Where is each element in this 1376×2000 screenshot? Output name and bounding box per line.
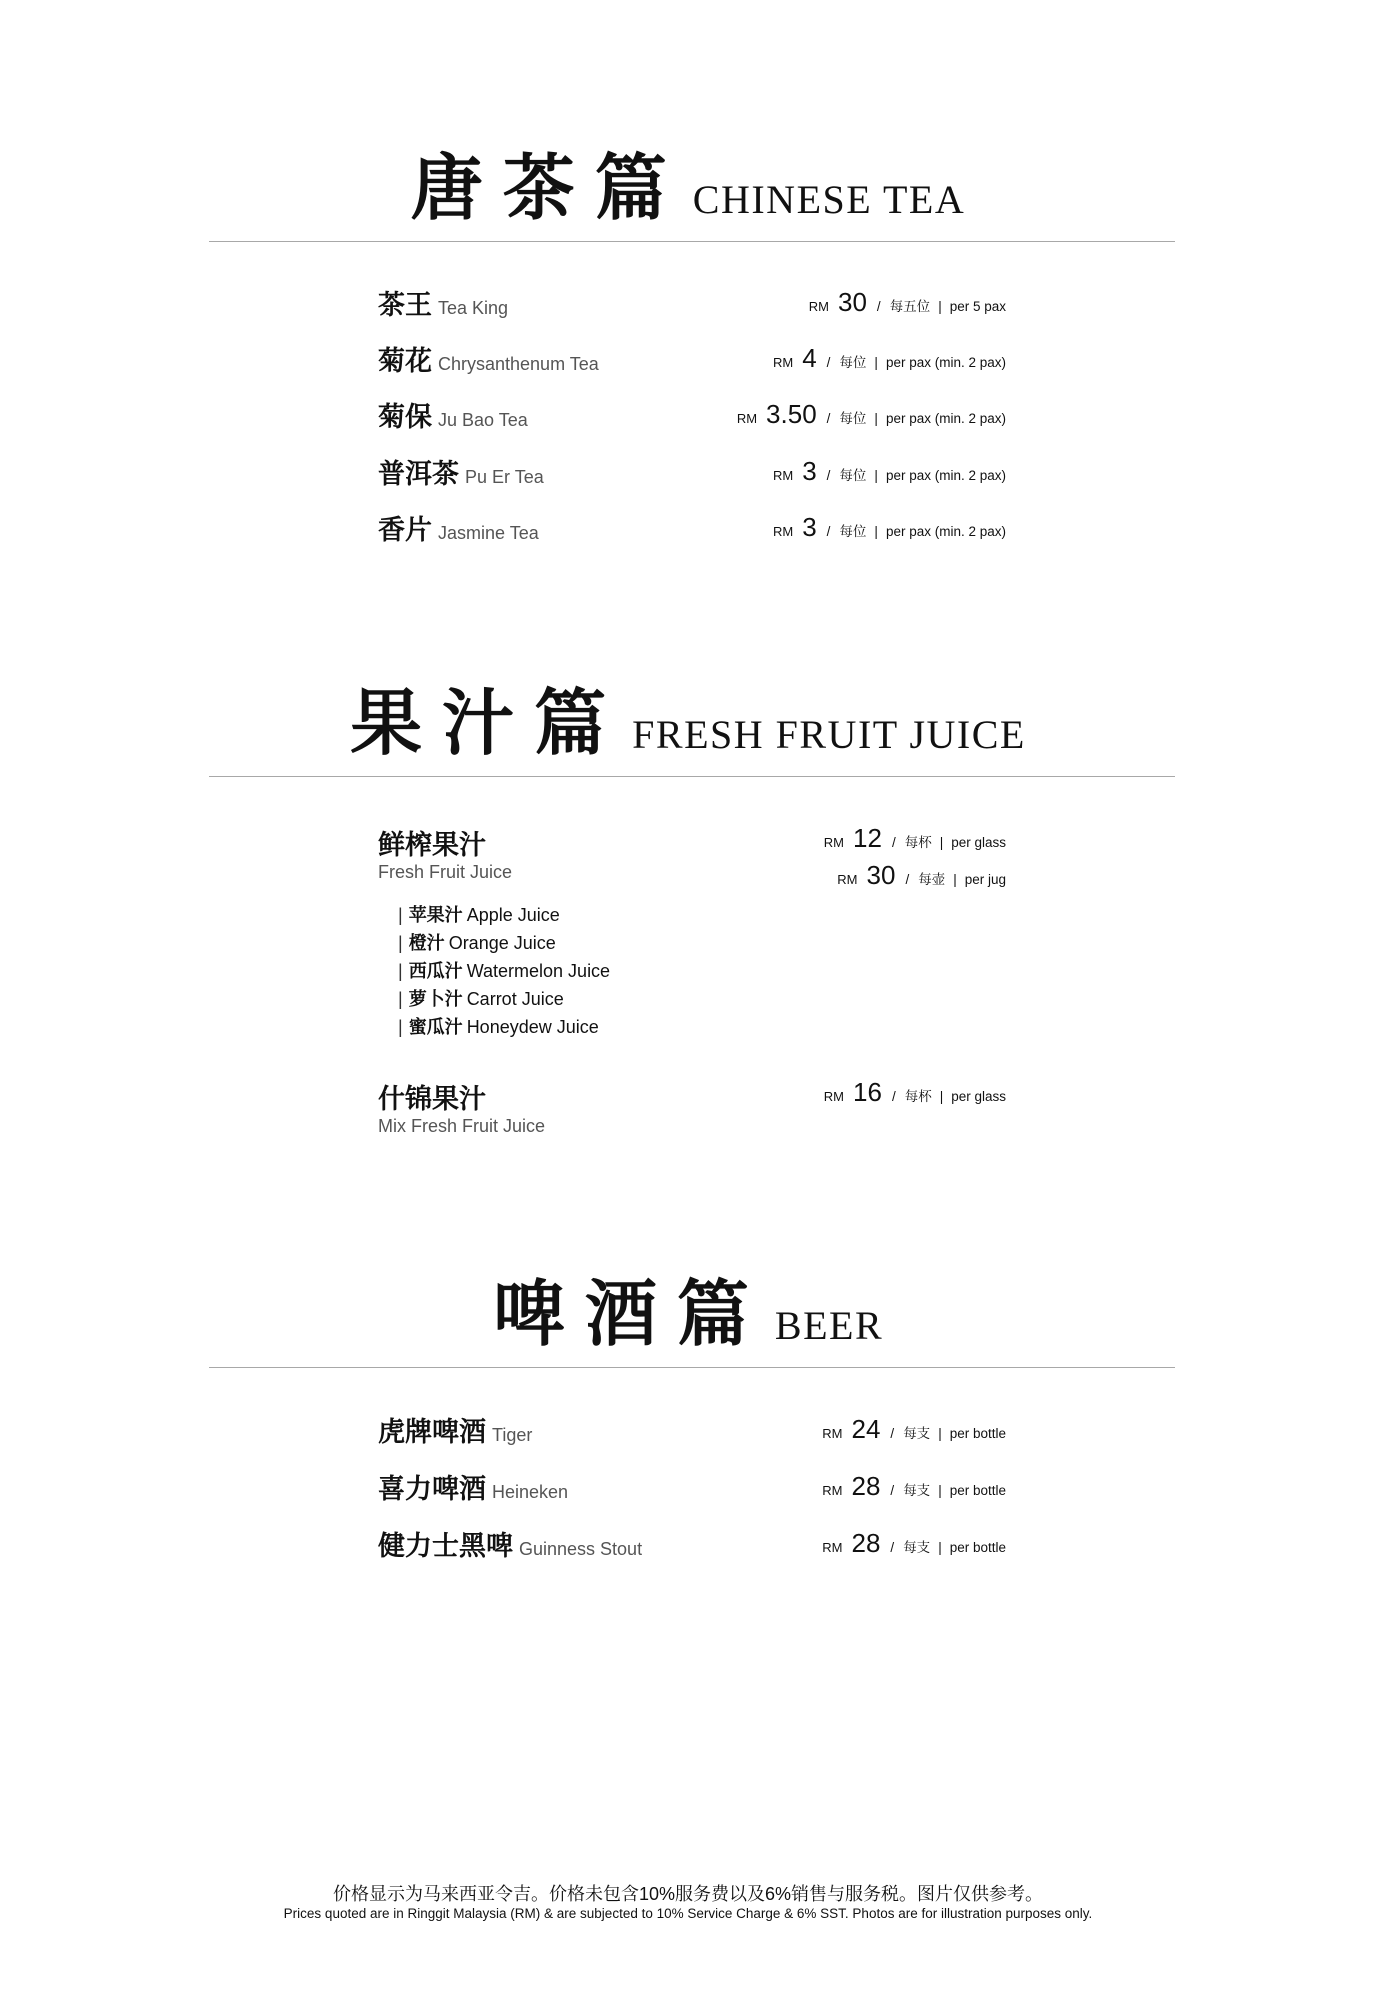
item-price: RM 30 / 每五位 | per 5 pax <box>808 287 1006 317</box>
price-unit-en: per glass <box>951 835 1006 850</box>
item-name-en: Tea King <box>438 298 509 318</box>
footer-note-zh: 价格显示为马来西亚令吉。价格未包含10%服务费以及6%销售与服务税。图片仅供参考。 <box>332 1884 1044 1904</box>
item-name-zh: 香片 <box>378 515 432 545</box>
item-price: RM 12 / 每杯 | per glass <box>823 823 1006 853</box>
menu-item <box>378 1411 1006 1455</box>
price-unit-en: per pax (min. 2 pax) <box>885 411 1006 426</box>
price-value: 30 <box>866 860 896 890</box>
item-name-en: Fresh Fruit Juice <box>378 862 513 882</box>
price-value: 4 <box>802 343 817 373</box>
item-name-en: Ju Bao Tea <box>438 410 528 430</box>
price-unit-zh: 每位 <box>839 411 867 426</box>
item-name-zh: 虎牌啤酒 <box>378 1417 486 1447</box>
list-item: | 苹果汁 Apple Juice <box>398 905 560 925</box>
price-unit-zh: 每支 <box>903 1426 931 1441</box>
price-value: 3 <box>802 512 817 542</box>
menu-item <box>378 284 1006 328</box>
price-unit-en: per jug <box>964 872 1006 887</box>
price-value: 3 <box>802 456 817 486</box>
item-price: RM 28 / 每支 | per bottle <box>822 1471 1006 1501</box>
section-divider <box>209 241 1175 242</box>
item-name-zh: 健力士黑啤 <box>378 1531 513 1561</box>
item-price: RM 16 / 每杯 | per glass <box>823 1077 1006 1107</box>
footer-note-en: Prices quoted are in Ringgit Malaysia (RM) & are subjected to 10% Service Charge & 6% SST. Photos are for illustration purposes only. <box>283 1906 1093 1921</box>
menu-item <box>378 1525 1006 1569</box>
item-name-zh: 喜力啤酒 <box>378 1474 486 1504</box>
section-title-fruit-juice <box>0 665 1376 769</box>
item-name-zh: 茶王 <box>378 290 432 320</box>
item-name-zh: 菊花 <box>378 346 432 376</box>
list-item: | 西瓜汁 Watermelon Juice <box>398 961 611 981</box>
list-item: | 蜜瓜汁 Honeydew Juice <box>398 1017 599 1037</box>
item-name-en: Heineken <box>492 1482 569 1502</box>
price-value: 28 <box>851 1471 881 1501</box>
price-unit-en: per pax (min. 2 pax) <box>885 468 1006 483</box>
list-item: | 萝卜汁 Carrot Juice <box>398 989 564 1009</box>
section-divider <box>209 1367 1175 1368</box>
price-unit-en: per bottle <box>949 1483 1006 1498</box>
section-divider <box>209 776 1175 777</box>
price-unit-en: per pax (min. 2 pax) <box>885 524 1006 539</box>
menu-item <box>378 509 1006 553</box>
section-title-zh: 果汁篇 <box>350 680 627 765</box>
item-price: RM 28 / 每支 | per bottle <box>822 1528 1006 1558</box>
price-unit-zh: 每支 <box>903 1540 931 1555</box>
item-price: RM 3 / 每位 | per pax (min. 2 pax) <box>772 512 1006 542</box>
price-unit-zh: 每位 <box>839 468 867 483</box>
item-name-zh: 普洱茶 <box>378 459 459 489</box>
section-title-en: CHINESE TEA <box>692 177 966 222</box>
menu-item <box>378 1468 1006 1512</box>
price-unit-zh: 每壶 <box>918 872 946 887</box>
item-name-zh: 菊保 <box>378 402 432 432</box>
price-unit-zh: 每杯 <box>904 1089 932 1104</box>
price-unit-en: per pax (min. 2 pax) <box>885 355 1006 370</box>
juice-options-list <box>398 901 610 1041</box>
item-name-en: Jasmine Tea <box>438 523 539 543</box>
item-price: RM 4 / 每位 | per pax (min. 2 pax) <box>772 343 1006 373</box>
price-unit-en: per glass <box>951 1089 1006 1104</box>
item-price: RM 3.50 / 每位 | per pax (min. 2 pax) <box>736 399 1006 429</box>
price-value: 3.50 <box>766 399 817 429</box>
section-title-zh: 唐茶篇 <box>410 145 687 230</box>
item-price: RM 3 / 每位 | per pax (min. 2 pax) <box>772 456 1006 486</box>
price-value: 24 <box>851 1414 881 1444</box>
item-name-zh: 鲜榨果汁 <box>378 830 486 860</box>
price-value: 12 <box>853 823 882 853</box>
price-unit-zh: 每位 <box>839 355 867 370</box>
price-value: 30 <box>838 287 867 317</box>
price-unit-zh: 每杯 <box>904 835 932 850</box>
price-value: 16 <box>853 1077 882 1107</box>
menu-item <box>378 453 1006 497</box>
price-unit-zh: 每五位 <box>889 299 931 314</box>
item-name-en: Tiger <box>492 1425 533 1445</box>
menu-item <box>378 396 1006 440</box>
section-title-beer <box>0 1256 1376 1360</box>
item-name-zh: 什锦果汁 <box>378 1084 486 1114</box>
item-name-en: Mix Fresh Fruit Juice <box>378 1116 546 1136</box>
list-item: | 橙汁 Orange Juice <box>398 933 556 953</box>
item-name-en: Chrysanthenum Tea <box>438 354 599 374</box>
item-price: RM 30 / 每壶 | per jug <box>837 860 1006 890</box>
price-value: 28 <box>851 1528 881 1558</box>
price-unit-zh: 每支 <box>903 1483 931 1498</box>
price-unit-en: per 5 pax <box>949 299 1006 314</box>
price-unit-zh: 每位 <box>839 524 867 539</box>
price-unit-en: per bottle <box>949 1426 1006 1441</box>
section-title-chinese-tea <box>0 130 1376 234</box>
item-name-en: Pu Er Tea <box>465 467 544 487</box>
section-title-en: BEER <box>774 1303 884 1348</box>
section-title-zh: 啤酒篇 <box>492 1271 769 1356</box>
section-title-en: FRESH FRUIT JUICE <box>632 712 1026 757</box>
item-name-en: Guinness Stout <box>519 1539 643 1559</box>
menu-item <box>378 340 1006 384</box>
price-unit-en: per bottle <box>949 1540 1006 1555</box>
item-price: RM 24 / 每支 | per bottle <box>822 1414 1006 1444</box>
